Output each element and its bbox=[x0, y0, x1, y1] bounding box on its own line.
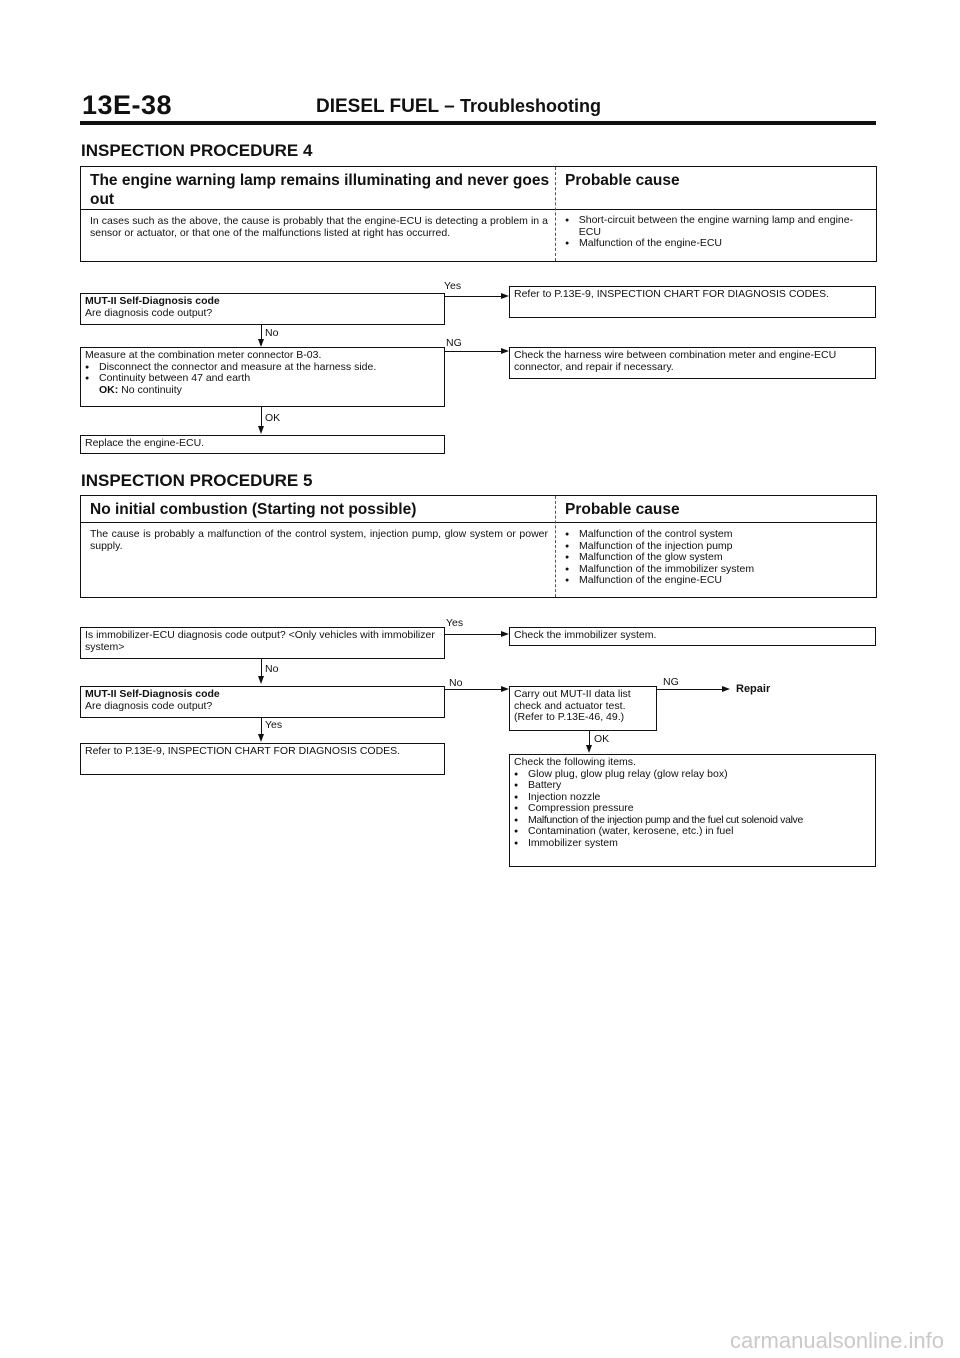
proc5-step2-box bbox=[80, 686, 445, 718]
page-number: 13E-38 bbox=[82, 90, 173, 120]
proc4-step2-box: Measure at the combination meter connector B-03. ● Disconnect the connector and measure at the harness side. ● Continuity between 47 and earth OK: No continuity bbox=[80, 347, 445, 407]
proc5-step1-box: Is immobilizer-ECU diagnosis code output? <Only vehicles with immobilizer system> bbox=[80, 627, 445, 659]
proc5-cause-header: Probable cause bbox=[565, 501, 680, 518]
proc4-cause-header: Probable cause bbox=[565, 172, 680, 189]
proc5-step1-yes-box: Check the immobilizer system. bbox=[509, 627, 876, 646]
proc5-cause-list: ● Malfunction of the control system ● Malfunction of the injection pump ● Malfunction of the glow system ● Malfunction of the immobilizer system ● Malfunction of the engine-ECU bbox=[565, 528, 755, 586]
proc5-step2-yes-label: Yes bbox=[265, 719, 283, 731]
proc5-cause-item: Malfunction of the control system bbox=[579, 528, 733, 540]
proc4-step2-line1: Measure at the combination meter connector B-03. bbox=[85, 349, 322, 361]
proc5-check-item: Glow plug, glow plug relay (glow relay box) bbox=[528, 767, 728, 780]
proc4-step1-box bbox=[80, 293, 445, 325]
proc4-ok-label: OK: bbox=[99, 383, 119, 396]
proc5-check-item: Contamination (water, kerosene, etc.) in fuel bbox=[528, 825, 734, 837]
proc5-check-title: Check the following items. bbox=[514, 756, 636, 768]
proc4-step1-bold: MUT-II Self-Diagnosis code bbox=[85, 295, 220, 307]
proc5-step2-text: Are diagnosis code output? bbox=[85, 699, 213, 712]
header-rule bbox=[80, 121, 876, 125]
proc4-step2-bullet: Disconnect the connector and measure at the harness side. bbox=[99, 360, 377, 373]
proc5-step1-yes-label: Yes bbox=[446, 617, 464, 629]
proc5-step2-no-label: No bbox=[449, 677, 463, 689]
proc5-check-box: Check the following items. ● Glow plug, glow plug relay (glow relay box) ● Battery ● Injection nozzle ● Compression pressure ● Malfunction of the injection pump and the fuel cut solenoid valve ● Contamination (water, kerosene, etc.) in fuel ● Immobilizer system bbox=[509, 754, 876, 867]
proc5-step2-no-box: Carry out MUT-II data list check and actuator test. (Refer to P.13E-46, 49.) bbox=[509, 686, 657, 731]
proc5-check-item: Injection nozzle bbox=[528, 790, 601, 803]
proc5-cause-item: Malfunction of the engine-ECU bbox=[579, 574, 722, 586]
proc5-check-item: Compression pressure bbox=[528, 802, 634, 814]
proc5-repair-label: Repair bbox=[736, 683, 771, 695]
proc5-step1-no-label: No bbox=[265, 663, 279, 675]
proc4-description: In cases such as the above, the cause is probably that the engine-ECU is detecting a problem in a sensor or actuator, or that one of the malfunctions listed at right has occurred. bbox=[90, 215, 548, 239]
proc5-step3-box: Refer to P.13E-9, INSPECTION CHART FOR DIAGNOSIS CODES. bbox=[80, 743, 445, 775]
proc4-step2-bullet: Continuity between 47 and earth bbox=[99, 372, 251, 384]
proc5-ok-label: OK bbox=[594, 733, 610, 745]
proc5-step2-bold: MUT-II Self-Diagnosis code bbox=[85, 688, 220, 700]
proc5-step2-ng-label: NG bbox=[663, 676, 679, 688]
title-separator: – bbox=[444, 96, 455, 117]
proc4-step1-yes-box: Refer to P.13E-9, INSPECTION CHART FOR DIAGNOSIS CODES. bbox=[509, 286, 876, 318]
proc4-cause-item: Malfunction of the engine-ECU bbox=[579, 237, 722, 249]
proc4-cause-item: Short-circuit between the engine warning lamp and engine-ECU bbox=[578, 214, 854, 238]
proc4-cause-list: ● Short-circuit between the engine warning lamp and engine-ECU ● Malfunction of the engine-ECU bbox=[565, 215, 870, 250]
proc4-step1-yes-label: Yes bbox=[444, 280, 462, 292]
proc4-title: INSPECTION PROCEDURE 4 bbox=[81, 141, 313, 160]
proc5-symptom: No initial combustion (Starting not possible) bbox=[90, 501, 417, 518]
proc4-step2-ng-label: NG bbox=[446, 337, 462, 349]
proc4-step3-box: Replace the engine-ECU. bbox=[80, 435, 445, 454]
section-name: DIESEL FUEL bbox=[316, 96, 439, 117]
proc5-check-item: Immobilizer system bbox=[528, 836, 618, 849]
proc5-check-item: Malfunction of the injection pump and the fuel cut solenoid valve bbox=[528, 813, 803, 826]
proc4-symptom: The engine warning lamp remains illuminating and never goes out bbox=[90, 172, 550, 208]
proc5-description: The cause is probably a malfunction of the control system, injection pump, glow system or power supply. bbox=[90, 528, 548, 552]
proc4-step1-no-label: No bbox=[265, 327, 279, 339]
proc4-step1-text: Are diagnosis code output? bbox=[85, 306, 213, 319]
proc5-cause-item: Malfunction of the glow system bbox=[579, 551, 723, 563]
proc4-step2-ng-box: Check the harness wire between combination meter and engine-ECU connector, and repair if necessary. bbox=[509, 347, 876, 379]
proc4-ok-text: No continuity bbox=[121, 383, 182, 396]
proc5-title: INSPECTION PROCEDURE 5 bbox=[81, 471, 313, 490]
proc4-step2-ok-label: OK bbox=[265, 412, 281, 424]
watermark: carmanualsonline.info bbox=[729, 1328, 944, 1353]
proc5-check-item: Battery bbox=[528, 779, 562, 791]
page-title bbox=[316, 96, 601, 118]
proc5-cause-item: Malfunction of the injection pump bbox=[579, 539, 733, 552]
subsection-name: Troubleshooting bbox=[459, 96, 601, 116]
proc5-cause-item: Malfunction of the immobilizer system bbox=[579, 562, 755, 575]
